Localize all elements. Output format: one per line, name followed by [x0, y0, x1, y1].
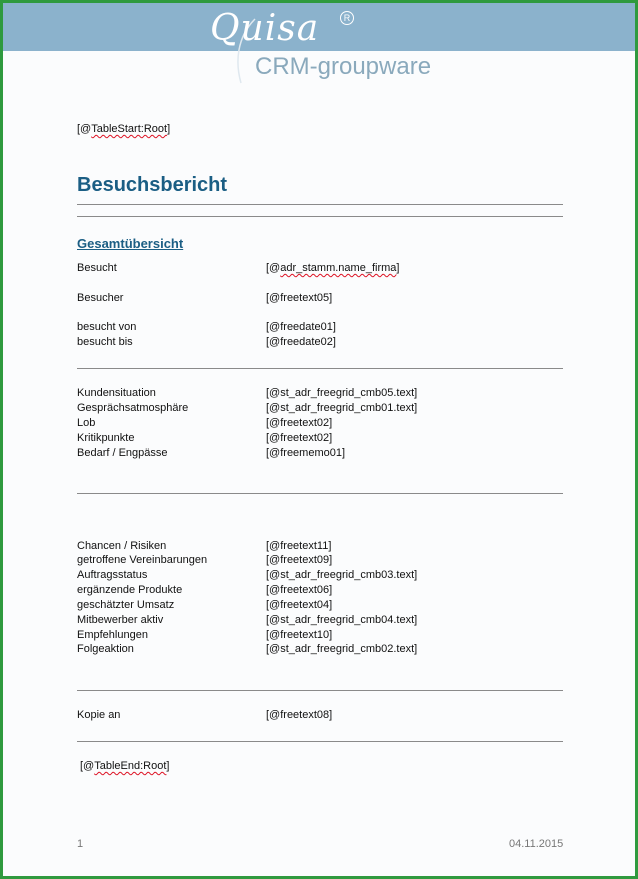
field-label: Kundensituation	[77, 387, 156, 399]
field-value: [@freememo01]	[266, 447, 346, 459]
field-label: Bedarf / Engpässe	[77, 447, 168, 459]
field-value: [@freetext10]	[266, 629, 333, 641]
field-value: [@freetext04]	[266, 599, 333, 611]
field-value: [@st_adr_freegrid_cmb03.text]	[266, 569, 418, 581]
field-value: [@st_adr_freegrid_cmb02.text]	[266, 643, 418, 655]
field-label: besucht bis	[77, 336, 133, 348]
field-value: [@freedate02]	[266, 336, 336, 348]
divider	[77, 368, 563, 369]
divider	[77, 741, 563, 742]
field-label: Kritikpunkte	[77, 432, 135, 444]
field-label: Gesprächsatmosphäre	[77, 402, 189, 414]
table-start-field: [@TableStart:Root]	[77, 123, 171, 135]
field-label: Auftragsstatus	[77, 569, 148, 581]
field-value: [@st_adr_freegrid_cmb01.text]	[266, 402, 418, 414]
field-value: [@freetext11]	[266, 540, 332, 552]
field-value: [@freetext08]	[266, 709, 333, 721]
footer-date: 04.11.2015	[509, 838, 564, 850]
field-value: [@adr_stamm.name_firma]	[266, 262, 400, 274]
field-value: [@freetext05]	[266, 292, 333, 304]
field-label: geschätzter Umsatz	[77, 599, 175, 611]
field-label: Mitbewerber aktiv	[77, 614, 164, 626]
table-end-field: [@TableEnd:Root]	[80, 760, 170, 772]
divider	[77, 493, 563, 494]
page-number: 1	[77, 838, 84, 850]
field-value: [@freedate01]	[266, 321, 336, 333]
field-value: [@st_adr_freegrid_cmb04.text]	[266, 614, 418, 626]
logo-wordmark: Quisa	[210, 8, 320, 49]
field-label: Kopie an	[77, 709, 121, 721]
divider	[77, 204, 563, 205]
field-label: Chancen / Risiken	[77, 540, 167, 552]
section-title: Gesamtübersicht	[77, 236, 184, 251]
field-label: Besucher	[77, 292, 124, 304]
logo-subtitle: CRM-groupware	[255, 53, 432, 80]
divider	[77, 690, 563, 691]
field-value: [@freetext06]	[266, 584, 333, 596]
registered-mark-icon: R	[340, 11, 354, 25]
field-value: [@freetext09]	[266, 554, 333, 566]
field-label: Lob	[77, 417, 96, 429]
field-label: Folgeaktion	[77, 643, 134, 655]
field-value: [@freetext02]	[266, 432, 333, 444]
divider	[77, 216, 563, 217]
field-value: [@freetext02]	[266, 417, 333, 429]
field-label: besucht von	[77, 321, 137, 333]
field-label: getroffene Vereinbarungen	[77, 554, 208, 566]
page-title: Besuchsbericht	[77, 174, 228, 196]
field-label: Empfehlungen	[77, 629, 148, 641]
field-value: [@st_adr_freegrid_cmb05.text]	[266, 387, 418, 399]
field-label: ergänzende Produkte	[77, 584, 183, 596]
field-label: Besucht	[77, 262, 117, 274]
